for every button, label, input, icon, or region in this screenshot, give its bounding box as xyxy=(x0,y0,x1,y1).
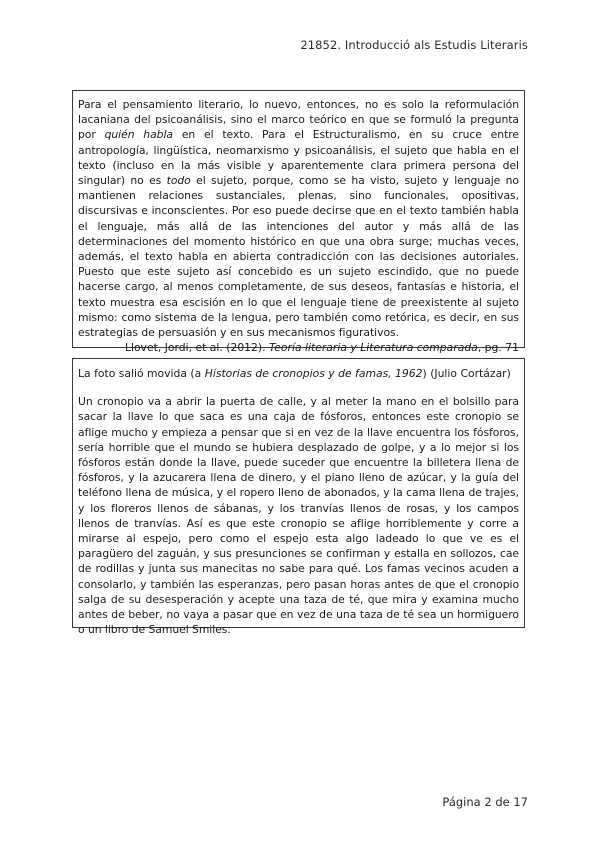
citation-author: Llovet, Jordi, et al. (2012). xyxy=(124,341,269,355)
citation-page: , pg. 71 xyxy=(477,341,519,355)
citation-title: Teoría literaria y Literatura comparada xyxy=(269,341,478,355)
story-title-suffix: ) (Julio Cortázar) xyxy=(422,367,511,380)
story-book-title: Historias de cronopios y de famas, 1962 xyxy=(204,367,423,380)
quote-emphasis-todo: todo xyxy=(166,174,191,188)
quote-part-1: Para el pensamiento literario, lo nuevo, entonces, no es solo la reformulación lacaniana del psicoanálisis, sino el marco teórico en que se formuló la pregunta por xyxy=(78,98,519,142)
story-text: Un cronopio va a abrir la puerta de calle, y al meter la mano en el bolsillo para sacar la llave lo que saca es una caja de fósforos, entonces este cronopio se aflige mucho y empieza a pensar que si en vez de la llave encuentra los fósforos, sería horrible que el mundo se hubiera desplazado de golpe, y a lo mejor si los fósforos están donde la llave, puede suceder que encuentre la billetera llena de fósforos, y la azucarera llena de dinero, y el piano lleno de azúcar, y la guía del teléfono llena de música, y el ropero lleno de abonados, y la cama llena de trajes, y los floreros llenos de sábanas, y los tranvías llenos de rosas, y los campos llenos de tranvías. Así es que este cronopio se aflige horriblemente y corre a mirarse al espejo, pero como el espejo esta algo ladeado lo que ve es el paragüero del zaguán, y sus presunciones se confirman y estalla en sollozos, cae de rodillas y junta sus manecitas no sabe para qué. Los famas vecinos acuden a consolarlo, y también las esperanzas, pero pasan horas antes de que el cronopio salga de su desesperación y acepte una taza de té, que mira y examina mucho antes de beber, no vaya a pasar que en vez de una taza de té sea un hormiguero o un libro de Samuel Smiles. xyxy=(78,395,519,637)
page-header: 21852. Introducció als Estudis Literaris xyxy=(300,38,528,52)
quote-part-2: en el texto. Para el Estructuralismo, en su cruce entre antropología, lingüística, neomarxismo y psicoanálisis, el sujeto que habla en el texto (incluso en la más visible y aparentemente clara primera persona del singular) no es xyxy=(78,128,519,188)
quote-text xyxy=(78,97,519,340)
story-title xyxy=(78,366,519,381)
quote-box xyxy=(72,90,525,355)
quote-emphasis-quien-habla: quién habla xyxy=(104,128,173,142)
story-title-prefix: La foto salió movida (a xyxy=(78,367,205,380)
story-box xyxy=(72,358,525,637)
quote-citation xyxy=(78,340,519,355)
page-number: Página 2 de 17 xyxy=(442,795,528,809)
quote-part-3: el sujeto, porque, como se ha visto, sujeto y lenguaje no mantienen relaciones sustanciales, plenas, sino funcionales, opositivas, discursivas e inconscientes. Por eso puede decirse que en el texto también habla el lenguaje, más allá de las intenciones del autor y más allá de las determinaciones del momento histórico en que una obra surge; muchas veces, además, el texto habla en abierta contradicción con las decisiones autoriales. Puesto que este sujeto así concebido es un sujeto escindido, que no puede hacerse cargo, al menos completamente, de sus deseos, fantasías e historia, el texto muestra esa escisión en lo que el lenguaje tiene de preexistente al sujeto mismo: como sistema de la lengua, pero también como retórica, es decir, en sus estrategias de persuasión y en sus mecanismos figurativos. xyxy=(78,174,519,340)
